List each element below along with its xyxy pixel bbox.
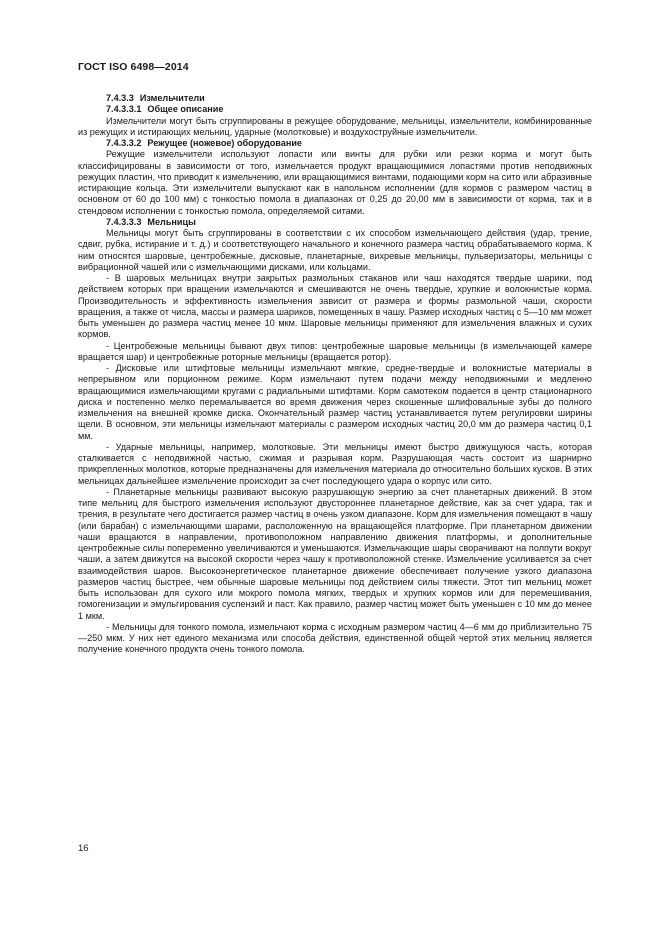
page-number: 16 bbox=[78, 843, 89, 854]
section-title: Измельчители bbox=[139, 93, 205, 103]
paragraph: Режущие измельчители используют лопасти или винты для рубки или резки корма и могут быть классифицированы в зависимости от того, измельчается продукт вращающимися лопастями против неподвижных режущих пластин, что приводит к измельчению, или вращающимися винтами, подающими корм на сито или абразивные истирающие кольца. Эти измельчители выпускают как в напольном исполнении (для кормов с размером частиц в основном от 60 до 100 мм) с тонкостью помола в диапазонах от 0,25 до 20,00 мм в зависимости от корма, так и в стендовом исполнении с тонкостью помола, определяемой ситами. bbox=[78, 149, 592, 216]
document-body bbox=[78, 93, 592, 656]
paragraph: Мельницы могут быть сгруппированы в соответствии с их способом измельчающего действия (удар, трение, сдвиг, рубка, истирание и т. д.) и соответствующего начального и конечного размера частиц обрабатываемого корма. К ним относятся шаровые, центробежные, дисковые, планетарные, вихревые мельницы, пульверизаторы, мельницы с вибрационной чашей или с измельчающими дисками, или кольцами. bbox=[78, 228, 592, 272]
section-number: 7.4.3.3.3 bbox=[106, 216, 142, 227]
list-item: - Мельницы для тонкого помола, измельчают корма с исходным размером частиц 4—6 мм до приблизительно 75—250 мкм. У них нет единого механизма или способа действия, единственной общей чертой этих мельниц является получение конечного продукта очень тонкого помола. bbox=[78, 621, 592, 655]
section-title: Мельницы bbox=[147, 216, 196, 227]
subsection-heading-7-4-3-3-3 bbox=[78, 217, 592, 228]
section-title: Режущее (ножевое) оборудование bbox=[147, 138, 302, 148]
document-header: ГОСТ ISO 6498—2014 bbox=[78, 61, 189, 73]
list-item: - Центробежные мельницы бывают двух типов: центробежные шаровые мельницы (в измельчающей камере вращается шар) и центробежные роторные мельницы (вращается ротор). bbox=[78, 340, 592, 362]
list-item: - Ударные мельницы, например, молотковые. Эти мельницы имеют быстро движущуюся часть, которая сталкивается с неподвижной частью, сжимая и разрывая корм. Разрушающая часть состоит из шарнирно прикрепленных молотков, которые предназначены для измельчения материала до относительно больших кусков. В этих мельницах дальнейшее измельчение происходит за счет последующего удара о корпус или сито. bbox=[78, 441, 592, 486]
list-item: - В шаровых мельницах внутри закрытых размольных стаканов или чаш находятся твердые шарики, под действием которых при вращении измельчаются и смешиваются не очень твердые, хрупкие и волокнистые корма. Производительность и эффективность измельчения зависит от размера и формы размольной чаши, скорости вращения, а также от числа, массы и размера шариков, помещенных в чашу. Размер исходных частиц с 5—10 мм может быть уменьшен до размера частиц менее 10 мкм. Шаровые мельницы применяют для измельчения влажных и сухих кормов. bbox=[78, 273, 592, 340]
section-heading-7-4-3-3 bbox=[78, 93, 592, 104]
section-title: Общее описание bbox=[147, 104, 224, 115]
section-number: 7.4.3.3.1 bbox=[106, 104, 142, 115]
section-number: 7.4.3.3.2 bbox=[106, 138, 142, 148]
subsection-heading-7-4-3-3-1 bbox=[78, 104, 592, 115]
section-number: 7.4.3.3 bbox=[106, 93, 134, 103]
subsection-heading-7-4-3-3-2 bbox=[78, 138, 592, 149]
paragraph: Измельчители могут быть сгруппированы в режущее оборудование, мельницы, измельчители, комбинированные из режущих и истирающих мельниц, ударные (молотковые) и воздухоструйные измельчители. bbox=[78, 115, 592, 137]
list-item: - Дисковые или штифтовые мельницы измельчают мягкие, средне-твердые и волокнистые материалы в непрерывном или порционном режиме. Корм измельчают путем подачи между неподвижными и медленно вращающимися измельчающими кругами с радиальными штифтами. Корм самотеком подается в центр стационарного диска и постепенно мелко перемалывается во время движения через скошенные шлифовальные зубы до полного измельчения на внешней кромке диска. Окончательный размер частиц устанавливается путем регулировки ширины щели. В основном, эти мельницы измельчают материалы с размером исходных частиц 20,0 мм до размера частиц 0,1 мм. bbox=[78, 363, 592, 441]
list-item: - Планетарные мельницы развивают высокую разрушающую энергию за счет планетарных движений. В этом типе мельниц для быстрого измельчения используют двустороннее планетарное действие, как за счет удара, так и трения, в результате чего достигается размер частиц в очень узком диапазоне. Корм для измельчения помещают в чашу (или барабан) с измельчающими шарами, расположенную на вращающейся платформе. При планетарном движении чаши вращаются в направлении, противоположном направлению движения платформы, и дополнительные центробежные силы попеременно увеличиваются и уменьшаются. Измельчающие шары сворачивают на полпути вокруг чаши, а затем движутся на высокой скорости через чашу к противоположной стенке. Измельчение усиливается за счет взаимодействия шаров. Высокоэнергетическое планетарное движение обеспечивает получение узкого диапазона размеров частиц быстрее, чем обычные шаровые мельницы под действием силы тяжести. Этот тип мельниц может быть использован для сухого или мокрого помола мягких, твердых и хрупких кормов или для перемешивания, гомогенизации и эмульгирования суспензий и паст. Как правило, размер частиц может быть уменьшен с 10 мм до менее 1 мкм. bbox=[78, 486, 592, 621]
